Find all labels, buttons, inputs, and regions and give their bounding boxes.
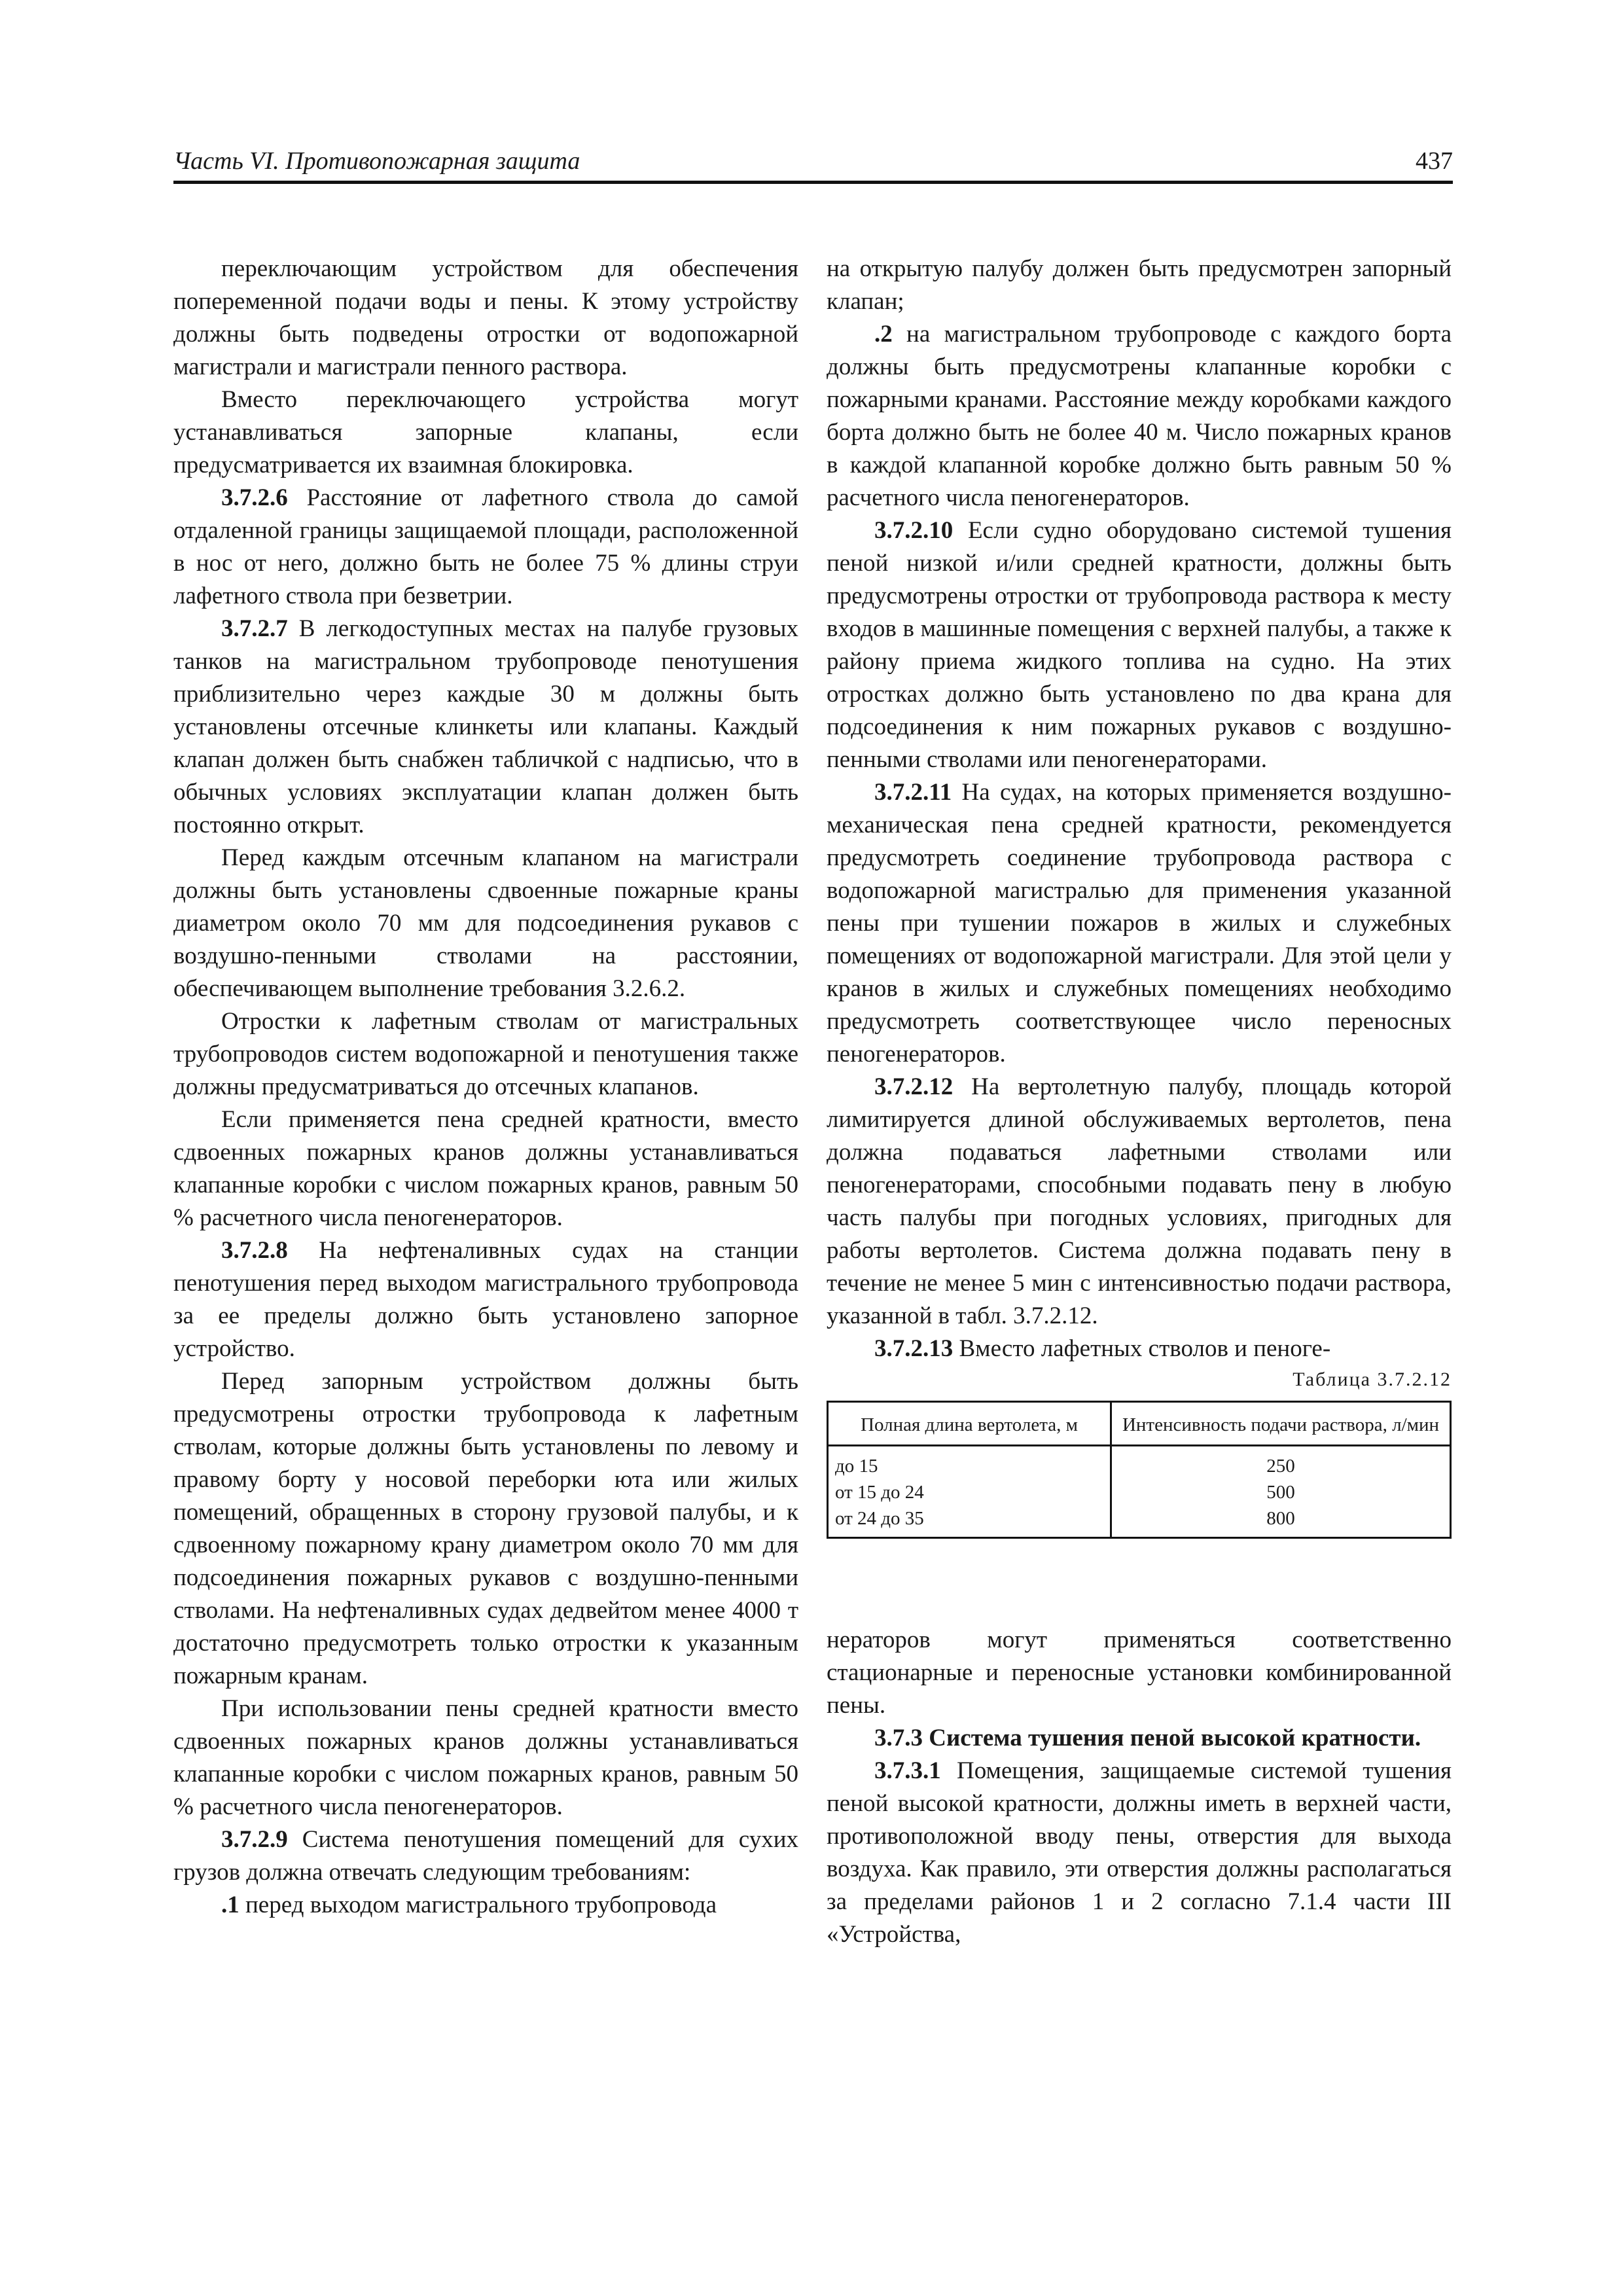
paragraph-text: На судах, на которых применяется воздушно-механическая пена средней кратности, рекомендуется предусмотреть соединение трубопровода раствора с водопожарной магистралью для применения указанной пены при тушении пожаров в жилых и служебных помещениях от водопожарной магистрали. Для этой цели у кранов в жилых и служебных помещениях необходимо предусмотреть соответствующее число переносных пеногенераторов. — [827, 779, 1452, 1067]
paragraph — [827, 1755, 1452, 1951]
paragraph — [173, 1005, 798, 1103]
page-number: 437 — [1416, 147, 1453, 175]
paragraph-text: На нефтеналивных судах на станции пенотушения перед выходом магистрального трубопровода за ее пределы должно быть установлено запорное устройство. — [173, 1237, 798, 1362]
paragraph — [827, 1071, 1452, 1333]
paragraph-text: перед выходом магистрального трубопровода — [239, 1892, 717, 1918]
paragraph — [827, 318, 1452, 514]
paragraph — [827, 1624, 1452, 1722]
table-header-row — [829, 1403, 1450, 1446]
clause-number: .1 — [221, 1892, 240, 1918]
paragraph — [827, 253, 1452, 318]
clause-number: 3.7.2.10 — [874, 517, 954, 544]
paragraph-text: На вертолетную палубу, площадь которой лимитируется длиной обслуживаемых вертолетов, пена должна подаваться лафетными стволами или пеногенераторами, способными подавать пену в любую часть палубы при погодных условиях, пригодных для работы вертолетов. Система должна подавать пену в течение не менее 5 мин с интенсивностью подачи раствора, указанной в табл. 3.7.2.12. — [827, 1073, 1452, 1329]
clause-number: 3.7.2.9 — [221, 1826, 288, 1853]
paragraph-text: Система пенотушения помещений для сухих грузов должна отвечать следующим требованиям: — [173, 1826, 798, 1886]
paragraph-text: Если судно оборудовано системой тушения пеной низкой и/или средней кратности, должны быть предусмотрены отростки от трубопровода раствора к месту входов в машинные помещения с верхней палубы, а также к району приема жидкого топлива на судно. На этих отростках должно быть установлено по два крана для подсоединения к ним пожарных рукавов с воздушно-пенными стволами или пеногенераторами. — [827, 517, 1452, 773]
running-title: Часть VI. Противопожарная защита — [173, 147, 580, 175]
clause-number: 3.7.2.8 — [221, 1237, 288, 1264]
right-column-top — [827, 253, 1452, 1365]
paragraph — [173, 384, 798, 482]
paragraph — [173, 1823, 798, 1889]
paragraph-text: на открытую палубу должен быть предусмотрен запорный клапан; — [827, 255, 1452, 315]
clause-number: 3.7.3.1 — [874, 1757, 941, 1784]
clause-number: .2 — [874, 321, 893, 348]
paragraph-text: на магистральном трубопроводе с каждого борта должны быть предусмотрены клапанные коробки с пожарными кранами. Расстояние между коробками каждого борта должно быть не более 40 м. Число пожарных кранов в каждой клапанной коробке должно быть равным 50 % расчетного числа пеногенераторов. — [827, 321, 1452, 511]
page-header — [173, 140, 1453, 184]
paragraph-text: Вместо переключающего устройства могут устанавливаться запорные клапаны, если предусматривается их взаимная блокировка. — [173, 386, 798, 478]
table-cell-length: до 15 — [829, 1446, 1111, 1480]
clause-number: 3.7.2.6 — [221, 484, 288, 511]
paragraph — [173, 1103, 798, 1234]
paragraph — [173, 1234, 798, 1365]
clause-number: 3.7.2.11 — [874, 779, 952, 806]
helicopter-foam-table — [827, 1401, 1452, 1539]
paragraph-text: Отростки к лафетным стволам от магистральных трубопроводов систем водопожарной и пенотушения также должны предусматриваться до отсечных клапанов. — [173, 1008, 798, 1100]
paragraph-text: При использовании пены средней кратности вместо сдвоенных пожарных кранов должны устанавливаться клапанные коробки с числом пожарных кранов, равным 50 % расчетного числа пеногенераторов. — [173, 1695, 798, 1820]
paragraph — [173, 1889, 798, 1922]
table-header-intensity: Интенсивность подачи раствора, л/мин — [1111, 1403, 1450, 1446]
paragraph — [173, 1693, 798, 1823]
table-cell-intensity: 250 — [1266, 1456, 1295, 1477]
paragraph — [827, 1333, 1452, 1365]
table-caption: Таблица 3.7.2.12 — [1293, 1369, 1452, 1390]
paragraph — [173, 253, 798, 384]
section-heading — [827, 1722, 1452, 1755]
paragraph — [173, 842, 798, 1005]
clause-number: 3.7.2.7 — [221, 615, 288, 642]
paragraph-text: Помещения, защищаемые системой тушения пеной высокой кратности, должны иметь в верхней части, противоположной вводу пены, отверстия для выхода воздуха. Как правило, эти отверстия должны располагаться за пределами районов 1 и 2 согласно 7.1.4 части III «Устройства, — [827, 1757, 1452, 1948]
paragraph — [173, 613, 798, 842]
paragraph-text: Перед каждым отсечным клапаном на магистрали должны быть установлены сдвоенные пожарные краны диаметром около 70 мм для подсоединения рукавов с воздушно-пенными стволами на расстоянии, обеспечивающем выполнение требования 3.2.6.2. — [173, 844, 798, 1002]
left-column — [173, 253, 798, 1922]
table-header-length: Полная длина вертолета, м — [829, 1403, 1111, 1446]
paragraph — [827, 514, 1452, 776]
paragraph — [173, 482, 798, 613]
paragraph-text: переключающим устройством для обеспечения попеременной подачи воды и пены. К этому устройству должны быть подведены отростки от водопожарной магистрали и магистрали пенного раствора. — [173, 255, 798, 380]
table-cell-length: от 24 до 35 — [829, 1505, 1111, 1537]
table-row — [829, 1479, 1450, 1505]
paragraph-text: Вместо лафетных стволов и пеноге- — [953, 1335, 1331, 1362]
clause-number: 3.7.2.13 — [874, 1335, 954, 1362]
clause-number: 3.7.2.12 — [874, 1073, 954, 1100]
paragraph-text: В легкодоступных местах на палубе грузовых танков на магистральном трубопроводе пенотушения приблизительно через каждые 30 м должны быть установлены отсечные клинкеты или клапаны. Каждый клапан должен быть снабжен табличкой с надписью, что в обычных условиях эксплуатации клапан должен быть постоянно открыт. — [173, 615, 798, 838]
paragraph-text: нераторов могут применяться соответственно стационарные и переносные установки комбинированной пены. — [827, 1626, 1452, 1719]
table-cell-intensity: 500 — [1266, 1482, 1295, 1503]
table-row — [829, 1446, 1450, 1480]
paragraph-text: Если применяется пена средней кратности, вместо сдвоенных пожарных кранов должны устанавливаться клапанные коробки с числом пожарных кранов, равным 50 % расчетного числа пеногенераторов. — [173, 1106, 798, 1231]
right-column — [827, 253, 1452, 1951]
paragraph — [827, 776, 1452, 1071]
paragraph — [173, 1365, 798, 1693]
table-cell-length: от 15 до 24 — [829, 1479, 1111, 1505]
right-column-bottom — [827, 1624, 1452, 1951]
paragraph-text: Перед запорным устройством должны быть предусмотрены отростки трубопровода к лафетным стволам, которые должны быть установлены по левому и правому борту у носовой переборки юта или жилых помещений, обращенных в сторону грузовой палубы, и к сдвоенному пожарному крану диаметром около 70 мм для подсоединения пожарных рукавов с воздушно-пенными стволами. На нефтеналивных судах дедвейтом менее 4000 т достаточно предусмотреть только отростки к указанным пожарным кранам. — [173, 1368, 798, 1689]
section-heading-text: 3.7.3 Система тушения пеной высокой кратности. — [874, 1725, 1421, 1751]
paragraph-text: Расстояние от лафетного ствола до самой отдаленной границы защищаемой площади, расположенной в нос от него, должно быть не более 75 % длины струи лафетного ствола при безветрии. — [173, 484, 798, 609]
table-row — [829, 1505, 1450, 1537]
table-cell-intensity: 800 — [1266, 1508, 1295, 1529]
